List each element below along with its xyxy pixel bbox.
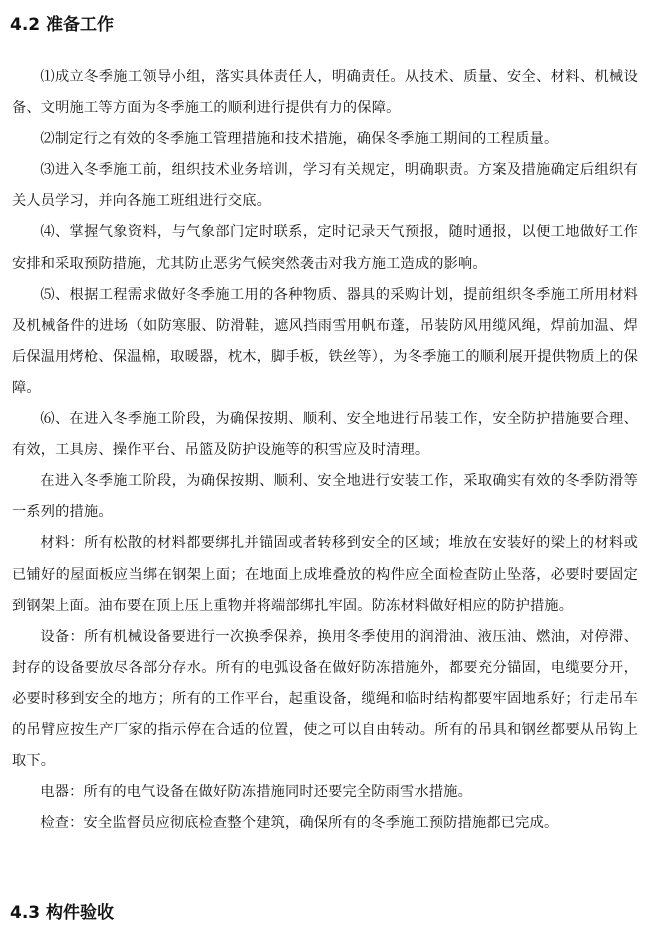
section-heading-4-3: 4.3 构件验收	[10, 903, 115, 923]
paragraph-installation-safety: 在进入冬季施工阶段，为确保按期、顺利、安全地进行安装工作，采取确实有效的冬季防滑等一系列的措施。	[12, 473, 638, 521]
paragraph-electrical: 电器：所有的电气设备在做好防冻措施同时还要完全防雨雪水措施。	[40, 784, 473, 801]
paragraph-procurement: ⑸、根据工程需求做好冬季施工用的各种物质、器具的采购计划，提前组织冬季施工所用材料及机械备件的进场（如防寒服、防滑鞋，遮风挡雨雪用帆布蓬，吊装防风用缆风绳，焊前加温、焊后保温用烤枪、保温棉，取暖器，枕木，脚手板，铁丝等），为冬季施工的顺利展开提供物质上的保障。	[12, 286, 638, 396]
paragraph-weather-info: ⑷、掌握气象资料，与气象部门定时联系，定时记录天气预报，随时通报，以便工地做好工作安排和采取预防措施，尤其防止恶劣气候突然袭击对我方施工造成的影响。	[12, 224, 638, 272]
paragraph-hoisting-safety: ⑹、在进入冬季施工阶段，为确保按期、顺利、安全地进行吊装工作，安全防护措施要合理、有效，工具房、操作平台、吊篮及防护设施等的积雪应及时清理。	[12, 411, 638, 459]
paragraph-training: ⑶进入冬季施工前，组织技术业务培训，学习有关规定，明确职责。方案及措施确定后组织有关人员学习，并向各施工班组进行交底。	[12, 162, 638, 210]
section-heading-4-2: 4.2 准备工作	[10, 15, 115, 35]
paragraph-equipment: 设备：所有机械设备要进行一次换季保养，换用冬季使用的润滑油、液压油、燃油，对停滞、封存的设备要放尽各部分存水。所有的电弧设备在做好防冻措施外，都要充分锚固，电缆要分开，必要时移到安全的地方；所有的工作平台，起重设备，缆绳和临时结构都要牢固地系好；行走吊车的吊臂应按生产厂家的指示停在合适的位置，使之可以自由转动。所有的吊具和钢丝都要从吊钩上取下。	[12, 628, 638, 770]
document-body	[12, 62, 638, 839]
paragraph-management-measures: ⑵制定行之有效的冬季施工管理措施和技术措施，确保冬季施工期间的工程质量。	[40, 131, 559, 148]
paragraph-leadership-group: ⑴成立冬季施工领导小组，落实具体责任人，明确责任。从技术、质量、安全、材料、机械设备、文明施工等方面为冬季施工的顺利进行提供有力的保障。	[12, 69, 638, 117]
paragraph-inspection: 检查：安全监督员应彻底检查整个建筑，确保所有的冬季施工预防措施都已完成。	[40, 815, 559, 832]
paragraph-materials: 材料：所有松散的材料都要绑扎并锚固或者转移到安全的区域；堆放在安装好的梁上的材料或已铺好的屋面板应当绑在钢架上面；在地面上成堆叠放的构件应全面检查防止坠落，必要时要固定到钢架上面。油布要在顶上压上重物并将端部绑扎牢固。防冻材料做好相应的防护措施。	[12, 535, 638, 614]
